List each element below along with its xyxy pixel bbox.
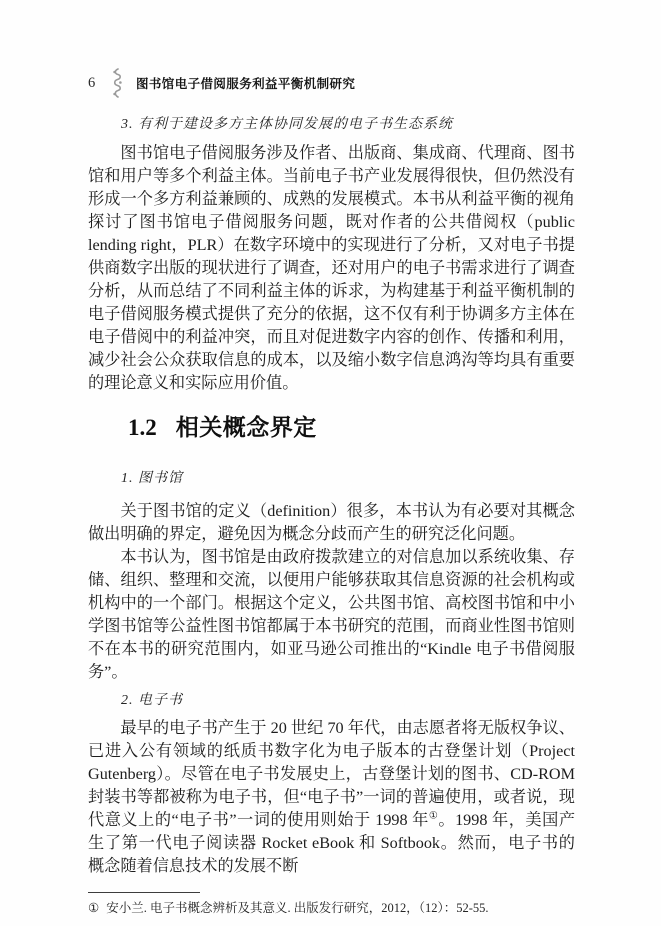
paragraph-text-after-ref: 。1998 年，美国产生了第一代电子阅读器 Rocket eBook 和 Softbook。然而，电子书的概念随着信息技术的发展不断	[88, 811, 576, 875]
paragraph-ebook-history	[88, 717, 575, 878]
footnote	[88, 900, 575, 917]
paragraph-ecosystem: 图书馆电子借阅服务涉及作者、出版商、集成商、代理商、图书馆和用户等多个利益主体。当前电子书产业发展得很快，但仍然没有形成一个多方利益兼顾的、成熟的发展模式。本书从利益平衡的视角探讨了图书馆电子借阅服务问题，既对作者的公共借阅权（public lending right，PLR）在数字环境中的实现进行了分析，又对电子书提供商数字出版的现状进行了调查，还对用户的电子书需求进行了调查分析，从而总结了不同利益主体的诉求，为构建基于利益平衡机制的电子借阅服务模式提供了充分的依据，这不仅有利于协调多方主体在电子借阅中的利益冲突，而且对促进数字内容的创作、传播和利用，减少社会公众获取信息的成本，以及缩小数字信息鸿沟等均具有重要的理论意义和实际应用价值。	[88, 144, 575, 392]
footnote-reference: ①	[428, 810, 439, 822]
paragraph-library-scope: 本书认为，图书馆是由政府拨款建立的对信息加以系统收集、存储、组织、整理和交流，以便用户能够获取其信息资源的社会机构或机构中的一个部门。根据这个定义，公共图书馆、高校图书馆和中小学图书馆等公益性图书馆都属于本书研究的范围，而商业性图书馆则不在本书的研究范围内，如亚马逊公司推出的“Kindle 电子书借阅服务”。	[88, 548, 575, 681]
page-content	[88, 70, 575, 917]
subsection-heading-library: 1. 图书馆	[121, 471, 183, 486]
running-title: 图书馆电子借阅服务利益平衡机制研究	[136, 77, 356, 91]
subsection-heading-ebook: 2. 电子书	[121, 693, 183, 708]
footnote-marker: ①	[88, 901, 100, 915]
paragraph-text-before-ref: 最早的电子书产生于 20 世纪 70 年代，由志愿者将无版权争议、已进入公有领域的纸质书数字化为电子版本的古登堡计划（Project Gutenberg）。尽管在电子书发展史上，古登堡计划的图书、CD-ROM 封装书等都被称为电子书，但“电子书”一词的普遍使用，或者说，现代意义上的“电子书”一词的使用则始于 1998 年	[88, 719, 575, 829]
section-heading-1-2	[88, 413, 575, 443]
subsection-heading-ecosystem: 3. 有利于建设多方主体协同发展的电子书生态系统	[121, 117, 453, 132]
paragraph-library-definition: 关于图书馆的定义（definition）很多，本书认为有必要对其概念做出明确的界定，避免因为概念分歧而产生的研究泛化问题。	[88, 502, 575, 543]
page-number: 6	[88, 74, 96, 91]
page-header	[88, 70, 575, 96]
footnote-text: 安小兰. 电子书概念辨析及其意义. 出版发行研究，2012，（12）：52-55.	[106, 901, 489, 915]
ornament-icon	[111, 68, 124, 98]
section-title: 相关概念界定	[175, 415, 317, 440]
footnote-divider	[88, 892, 200, 893]
section-number: 1.2	[128, 415, 157, 440]
